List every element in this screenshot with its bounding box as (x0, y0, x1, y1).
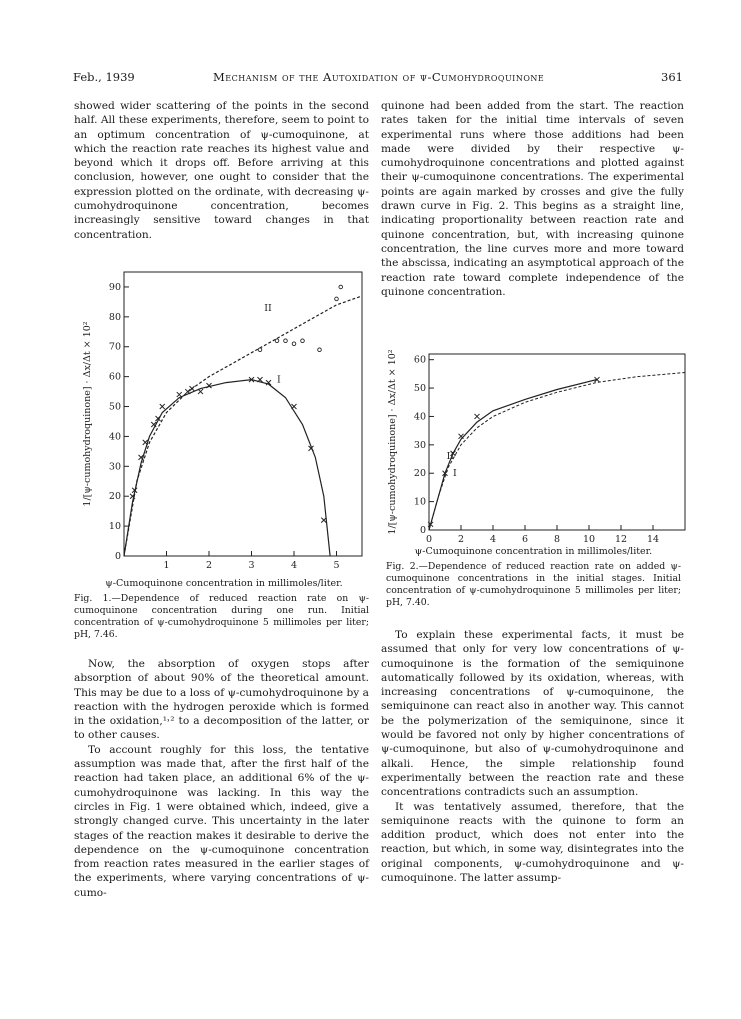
y-tick-label: 80 (108, 311, 121, 323)
paragraph: It was tentatively assumed, therefore, that the semiquinone reacts with the quinone to form an addition product, which does not enter into the reaction, but which, in some way, disintegrates into the original components, ψ-cumohydroquinone and ψ-cumoquinone. The latter assump- (381, 800, 684, 885)
running-header (73, 70, 683, 86)
data-point-cross (321, 518, 326, 523)
y-axis-label: 1/[ψ-cumohydroquinone] · Δx/Δt × 10² (387, 349, 398, 535)
y-tick-label: 30 (108, 461, 121, 473)
y-tick-label: 20 (108, 491, 121, 503)
figure-2-caption: Fig. 2.—Dependence of reduced reaction rate on added ψ-cumoquinone concentrations in the initial stages. Initial concentration of ψ-cumohydroquinone 5 millimoles per liter; pH, 7.40. (386, 561, 681, 608)
data-point-cross (190, 386, 195, 391)
data-point-cross (459, 434, 464, 439)
header-page-number: 361 (661, 70, 683, 84)
y-tick-label: 60 (108, 371, 121, 383)
data-point-circle (275, 339, 279, 343)
paragraph: quinone had been added from the start. The reaction rates taken for the initial time intervals of seven experimental runs where those additions had been made were divided by their respective ψ-cumohydroquinone concentrations and plotted against their ψ-cumoquinone concentrations. The experimental points are again marked by crosses and give the fully drawn curve in Fig. 2. This begins as a straight line, indicating proportionality between reaction rate and quinone concentration, but, with increasing quinone concentration, the line curves more and more toward the abscissa, indicating an asymptotical approach of the reaction rate toward complete independence of the quinone concentration. (381, 100, 684, 298)
y-tick-label: 10 (108, 521, 121, 533)
data-point-cross (177, 392, 182, 397)
x-tick-label: 1 (163, 560, 170, 571)
data-point-circle (301, 339, 305, 343)
x-tick-label: 3 (248, 560, 255, 571)
paragraph: showed wider scattering of the points in the second half. All these experiments, therefore, seem to point to an optimum concentration of ψ-cumoquinone, at which the reaction rate reaches its highest value and beyond which it drops off. Before arriving at this conclusion, however, one ought to consider that the expression plotted on the ordinate, with decreasing ψ-cumohydroquinone concentration, becomes increasingly sensitive toward changes in that concentration. (74, 100, 369, 241)
figure-1 (74, 266, 374, 578)
figure-2 (381, 348, 686, 546)
paragraph: Now, the absorption of oxygen stops after absorption of about 90% of the theoretical amount. This may be due to a loss of ψ-cumohydroquinone by a reaction with the hydrogen peroxide which is formed in the oxidation,¹˒² to a decomposition of the latter, or to other causes. (74, 658, 369, 742)
data-point-circle (335, 297, 339, 301)
x-tick-label: 2 (457, 534, 465, 545)
curve-label: II (446, 451, 455, 463)
y-tick-label: 40 (413, 411, 426, 423)
data-point-circle (318, 348, 322, 352)
curve-II-dashed (429, 373, 685, 531)
figure-1-x-axis-label: ψ-Cumoquinone concentration in millimoles/liter. (105, 578, 343, 589)
data-point-circle (284, 339, 288, 343)
paragraph: To explain these experimental facts, it must be assumed that only for very low concentrations of ψ-cumoquinone is the formation of the semiquinone automatically followed by its oxidation, whereas, with increasing concentrations of ψ-cumoquinone, the semiquinone can react also in another way. This cannot be the polymerization of the semiquinone, since it would be favored not only by higher concentrations of ψ-cumoquinone, but also of ψ-cumohydroquinone and alkali. Hence, the simple relationship found experimentally between the reaction rate and these concentrations contradicts such an assumption. (381, 629, 684, 799)
y-axis-label: 1/[ψ-cumohydroquinone] · Δx/Δt × 10² (82, 321, 93, 507)
x-tick-label: 10 (582, 534, 596, 545)
figure-1-plot (74, 266, 374, 578)
plot-frame (429, 354, 685, 530)
x-tick-label: 8 (553, 534, 561, 545)
y-tick-label: 0 (114, 551, 121, 562)
data-point-cross (475, 414, 480, 419)
data-point-cross (292, 404, 297, 409)
x-tick-label: 2 (205, 560, 213, 571)
y-tick-label: 10 (413, 496, 426, 508)
data-point-cross (198, 389, 203, 394)
x-tick-label: 14 (646, 534, 660, 545)
x-tick-label: 0 (425, 534, 433, 545)
y-tick-label: 70 (108, 341, 121, 353)
y-tick-label: 50 (413, 383, 426, 395)
y-tick-label: 60 (413, 354, 426, 366)
header-date: Feb., 1939 (73, 70, 135, 84)
data-point-cross (185, 389, 190, 394)
x-tick-label: 4 (489, 534, 497, 545)
y-tick-label: 0 (419, 525, 426, 536)
paragraph: To account roughly for this loss, the tentative assumption was made that, after the first half of the reaction had taken place, an additional 6% of the ψ-cumohydroquinone was lacking. In this way the circles in Fig. 1 were obtained which, indeed, give a strongly changed curve. This uncertainty in the later stages of the reaction makes it desirable to derive the dependence on the ψ-cumoquinone concentration from reaction rates measured in the earlier stages of the experiments, where varying concentrations of ψ-cumo- (74, 743, 369, 899)
y-tick-label: 40 (108, 431, 121, 443)
curve-I-solid (124, 380, 330, 556)
y-tick-label: 30 (413, 439, 426, 451)
data-point-circle (339, 285, 343, 289)
x-tick-label: 6 (521, 534, 529, 545)
curve-label: II (264, 302, 272, 314)
plot-frame (124, 272, 362, 556)
curve-label: I (277, 374, 281, 386)
data-point-circle (292, 342, 296, 346)
figure-1-caption: Fig. 1.—Dependence of reduced reaction rate on ψ-cumoquinone concentration during one run. Initial concentration of ψ-cumohydroquinone 5 millimoles per liter; pH, 7.46. (74, 593, 369, 640)
left-column-top-text (74, 99, 369, 242)
y-tick-label: 90 (108, 281, 121, 293)
curve-label: I (453, 468, 457, 480)
x-tick-label: 4 (290, 560, 298, 571)
left-column-bottom-text (74, 657, 369, 900)
y-tick-label: 20 (413, 468, 426, 480)
right-column-top-text (381, 99, 684, 299)
right-column-bottom-text (381, 628, 684, 885)
x-tick-label: 5 (333, 560, 340, 571)
header-title: Mechanism of the Autoxidation of ψ-Cumohydroquinone (213, 70, 545, 84)
x-tick-label: 12 (614, 534, 628, 545)
y-tick-label: 50 (108, 401, 121, 413)
figure-2-x-axis-label: ψ-Cumoquinone concentration in millimoles/liter. (414, 546, 653, 557)
data-point-cross (160, 404, 165, 409)
figure-2-plot (381, 348, 686, 546)
